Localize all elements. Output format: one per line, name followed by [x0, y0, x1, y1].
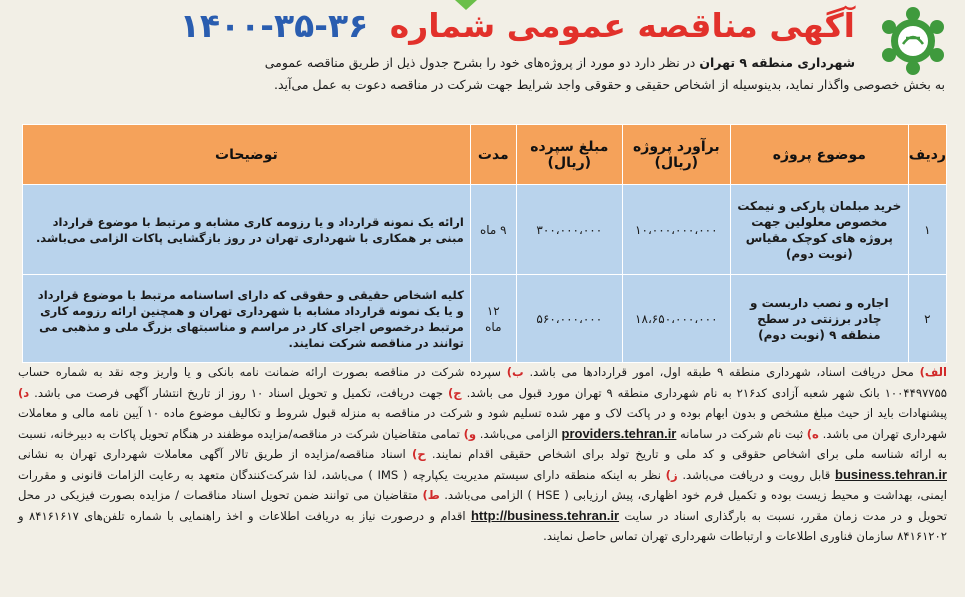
- term-label: ط): [422, 488, 440, 502]
- term-text: قابل رویت و دریافت می‌باشد.: [677, 467, 836, 482]
- cell-estimate: ۱۸،۶۵۰،۰۰۰،۰۰۰: [622, 275, 730, 363]
- term-text: نظر به اینکه منطقه دارای سیستم مدیریت یکپارچه ( IMS ) می‌باشد، لذا شرکت‌کنندگان متعهد به رعایت الزامات قانونی و مقررات ایمنی، بهداشت و محیط زیست بوده و تکمیل فرم خود اظهاری، پیش ارزیابی ( HSE ) الزامی می‌باشد.: [18, 467, 947, 502]
- cell-subject: اجاره و نصب داربست و چادر برزنتی در سطح منطقه ۹ (نوبت دوم): [730, 275, 908, 363]
- header-estimate: برآورد پروژه (ریال): [622, 125, 730, 185]
- title-word: شماره: [389, 6, 496, 45]
- term-label: ز): [665, 467, 678, 482]
- intro-line2: به بخش خصوصی واگذار نماید، بدینوسیله از اشخاص حقیقی و حقوقی واجد شرایط جهت شرکت در مناقصه دعوت به عمل می‌آید.: [273, 77, 945, 92]
- header-notes: توضیحات: [23, 125, 471, 185]
- term-text: ثبت نام شرکت در سامانه: [676, 426, 807, 441]
- term-label: و): [463, 426, 477, 441]
- projects-table: [22, 124, 947, 363]
- term-label: ب): [506, 365, 524, 379]
- term-label: ج): [447, 385, 462, 400]
- table-header-row: [23, 125, 947, 185]
- intro-paragraph: [20, 52, 855, 74]
- cell-estimate: ۱۰،۰۰۰،۰۰۰،۰۰۰: [622, 185, 730, 275]
- title-prefix: آگهی مناقصه عمومی: [506, 6, 855, 45]
- cell-duration: ۱۲ ماه: [470, 275, 516, 363]
- term-text: پیشنهادات باید از حیث مبلغ مشخص و بدون ابهام بوده و در پاکت لاک و مهر شده تسلیم شود و شرکت در مناقصه به منزله قبول شروط و تکالیف موضوع ماده ۱۰ آیین نامه مالی و معاملات شهرداری تهران می باشد.: [18, 406, 947, 441]
- intro-line1: در نظر دارد دو مورد از پروژه‌های خود را بشرح جدول ذیل از طریق مناقصه عمومی: [264, 55, 700, 70]
- cell-notes: کلیه اشخاص حقیقی و حقوقی که دارای اساسنامه مرتبط با موضوع قرارداد و یا یک نمونه قرارداد مشابه با شهرداری تهران و همچنین ارائه رزومه کاری مرتبط درخصوص اجرای کار در مراسم و مناسبتهای بزرگ ملی و مذهبی می توانند در مناقصه شرکت نمایند.: [23, 275, 471, 363]
- term-label: الف): [919, 365, 948, 379]
- term-label: ح): [412, 447, 426, 461]
- header-duration: مدت: [470, 125, 516, 185]
- term-text: اقدام و درصورت نیاز به دریافت اطلاعات و اخذ راهنمایی با شماره تلفن‌های ۸۴۱۶۱۶۱۷ و ۸۴۱۶۱۲۰۲ سازمان فناوری اطلاعات و ارتباطات شهرداری تهران تماس حاصل نمایند.: [18, 508, 947, 543]
- header-row-number: ردیف: [908, 125, 946, 185]
- cell-notes: ارائه یک نمونه قرارداد و یا رزومه کاری مشابه و مرتبط با موضوع قرارداد مبنی بر همکاری با شهرداری تهران در روز بازگشایی پاکات الزامی می‌باشد.: [23, 185, 471, 275]
- term-label: د): [18, 385, 30, 400]
- cell-row-number: ۲: [908, 275, 946, 363]
- terms-paragraph: [18, 362, 947, 547]
- organization-name: شهرداری منطقه ۹ تهران: [699, 55, 855, 70]
- tender-number: ۳۶-۳۵-۱۴۰۰: [179, 6, 369, 45]
- term-label: ه): [806, 426, 819, 441]
- cell-subject: خرید مبلمان پارکی و نیمکت مخصوص معلولین جهت پروژه های کوچک مقیاس (نوبت دوم): [730, 185, 908, 275]
- tehran-municipality-logo-icon: [873, 6, 953, 76]
- term-text: محل دریافت اسناد، شهرداری منطقه ۹ طبقه اول، امور قراردادها می باشد.: [523, 365, 920, 379]
- term-text: الزامی می‌باشد.: [476, 426, 562, 441]
- header-subject: موضوع پروژه: [730, 125, 908, 185]
- term-text: جهت دریافت، تکمیل و تحویل اسناد ۱۰ روز از تاریخ انتشار آگهی فرصت می باشد.: [29, 385, 448, 400]
- page-title: [179, 4, 855, 48]
- cell-deposit: ۳۰۰،۰۰۰،۰۰۰: [516, 185, 622, 275]
- cell-duration: ۹ ماه: [470, 185, 516, 275]
- term-text: سپرده شرکت در مناقصه بصورت ارائه ضمانت نامه بانکی و یا واریز وجه نقد به شماره حساب ۱۰۰۴۴۹۷۷۵۵ بانک شهر شعبه آزادی کد۲۱۶ به نام شهرداری منطقه ۹ تهران مورد قبول می باشد.: [18, 365, 947, 400]
- table-row: [23, 185, 947, 275]
- business-link[interactable]: business.tehran.ir: [835, 466, 947, 482]
- providers-link[interactable]: providers.tehran.ir: [561, 425, 677, 441]
- term-text: اسناد مناقصه/مزایده از طریق تالار آگهی معاملات شهرداری تهران به نشانی: [18, 447, 413, 461]
- table-row: [23, 275, 947, 363]
- term-text: متقاضیان می توانند ضمن تحویل اسناد مناقصات / مزایده بصورت فیزیکی در محل تحویل و در مدت زمان مقرر، نسبت به بارگذاری اسناد در سایت: [18, 488, 948, 523]
- term-text: تمامی متقاضیان شرکت در مناقصه/مزایده موظفند در هنگام تحویل پاکات به دبیرخانه، نسبت به ارائه شناسه ملی برای اشخاص حقوقی و کد ملی و تاریخ تولد برای اشخاص حقیقی اقدام نمایند.: [18, 426, 947, 461]
- business-upload-link[interactable]: http://business.tehran.ir: [470, 507, 620, 523]
- cell-row-number: ۱: [908, 185, 946, 275]
- cell-deposit: ۵۶۰،۰۰۰،۰۰۰: [516, 275, 622, 363]
- header-deposit: مبلغ سپرده (ریال): [516, 125, 622, 185]
